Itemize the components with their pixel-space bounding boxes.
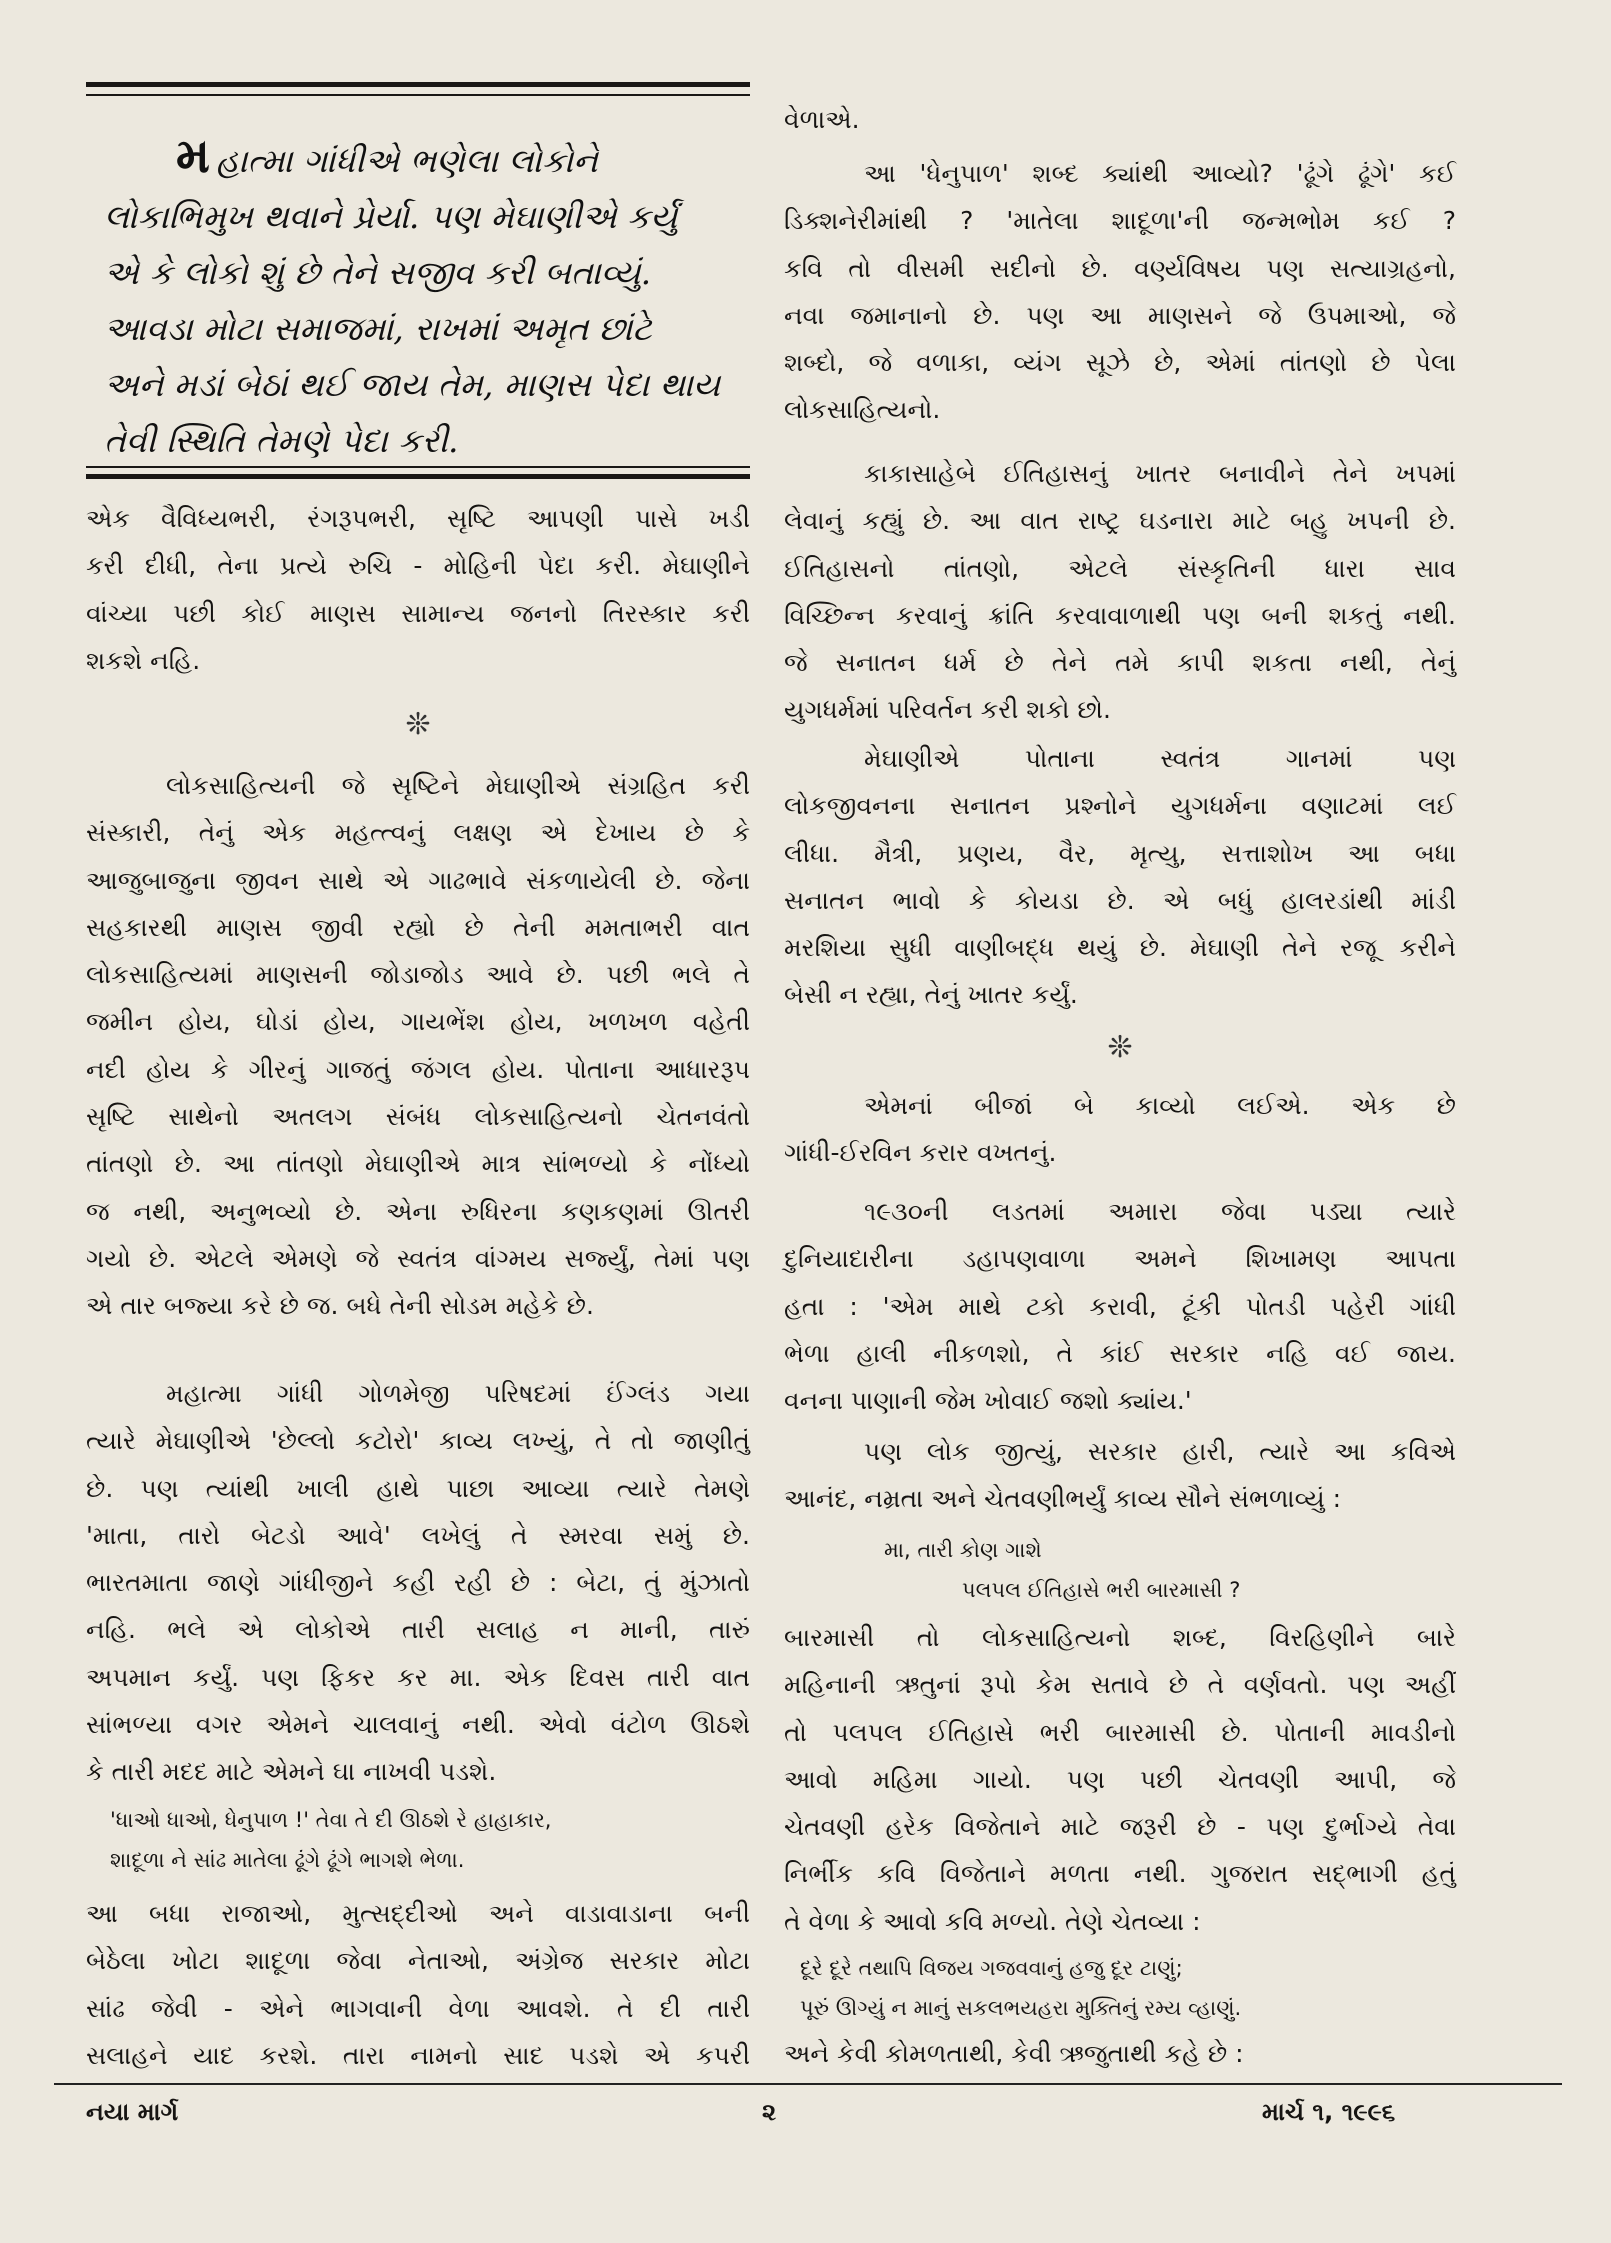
paragraph-r2: કાકાસાહેબે ઈતિહાસનું ખાતર બનાવીને તેને ખપમાં લેવાનું કહ્યું છે. આ વાત રાષ્ટ્ર ઘડનારા માટે બહુ ખપની છે. ઈતિહાસનો તાંતણો, એટલે સંસ્કૃતિની ધારા સાવ વિચ્છિન્ન કરવાનું ક્રાંતિ કરવાવાળાથી પણ બની શકતું નથી. જે સનાતન ધર્મ છે તેને તમે કાપી શકતા નથી, તેનું યુગધર્મમાં પરિવર્તન કરી શકો છો.	[784, 459, 1456, 725]
pull-quote	[86, 128, 750, 469]
verse-quote: 'ધાઓ ધાઓ, ધેનુપાળ !' તેવા તે દી ઊઠશે રે હાહાકાર, શાદૂળા ને સાંઢ માતેલા ઢૂંગે ઢૂંગે ભાગશે ભેળા.	[110, 1808, 552, 1872]
footer-publication: નયા માર્ગ	[86, 2098, 179, 2126]
paragraph-r6: પણ લોક જીત્યું, સરકાર હારી, ત્યારે આ કવિએ આનંદ, નમ્રતા અને ચેતવણીભર્યું કાવ્ય સૌને સંભળાવ્યું :	[784, 1437, 1456, 1514]
section-ornament: ❊	[405, 707, 431, 742]
section-ornament: ❊	[1107, 1030, 1133, 1065]
bottom-rule-thick	[86, 474, 750, 479]
pull-quote-line: આવડા મોટા સમાજમાં, રાખમાં અમૃત છાંટે	[104, 309, 652, 348]
footer-date: માર્ચ ૧, ૧૯૯૬	[1262, 2098, 1396, 2126]
paragraph-r5: ૧૯૩૦ની લડતમાં અમારા જેવા પડ્યા ત્યારે દુનિયાદારીના ડહાપણવાળા અમને શિખામણ આપતા હતા : 'એમ માથે ટકો કરાવી, ટૂંકી પોતડી પહેરી ગાંધી ભેળા હાલી નીકળશો, તે કાંઈ સરકાર નહિ વઈ જાય. વનના પાણાની જેમ ખોવાઈ જશો ક્યાંય.'	[784, 1197, 1456, 1416]
page-number: ૨	[762, 2098, 777, 2126]
paragraph-2: લોકસાહિત્યની જે સૃષ્ટિને મેઘાણીએ સંગ્રહિત કરી સંસ્કારી, તેનું એક મહત્ત્વનું લક્ષણ એ દેખાય છે કે આજુબાજુના જીવન સાથે એ ગાઢભાવે સંકળાયેલી છે. જેના સહકારથી માણસ જીવી રહ્યો છે તેની મમતાભરી વાત લોકસાહિત્યમાં માણસની જોડાજોડ આવે છે. પછી ભલે તે જમીન હોય, ઘોડાં હોય, ગાયભેંશ હોય, ખળખળ વહેતી નદી હોય કે ગીરનું ગાજતું જંગલ હોય. પોતાના આધારરૂપ સૃષ્ટિ સાથેનો અતલગ સંબંધ લોકસાહિત્યનો ચેતનવંતો તાંતણો છે. આ તાંતણો મેઘાણીએ માત્ર સાંભળ્યો કે નોંધ્યો જ નથી, અનુભવ્યો છે. એના રુધિરના કણકણમાં ઊતરી ગયો છે. એટલે એમણે જે સ્વતંત્ર વાંગ્મય સર્જ્યું, તેમાં પણ એ તાર બજ્યા કરે છે જ. બધે તેની સોડમ મહેકે છે.	[86, 771, 750, 1321]
pull-quote-line: એ કે લોકો શું છે તેને સજીવ કરી બતાવ્યું.	[104, 253, 652, 292]
paragraph-4: આ બધા રાજાઓ, મુત્સદ્દીઓ અને વાડાવાડાના બની બેઠેલા ખોટા શાદૂળા જેવા નેતાઓ, અંગ્રેજ સરકાર મોટા સાંઢ જેવી - એને ભાગવાની વેળા આવશે. તે દી તારી સલાહને યાદ કરશે. તારા નામનો સાદ પડશે એ કપરી	[86, 1899, 750, 2070]
paragraph-r1: આ 'ધેનુપાળ' શબ્દ ક્યાંથી આવ્યો? 'ઢૂંગે ઢૂંગે' કઈ ડિક્શનેરીમાંથી ? 'માતેલા શાદૂળા'ની જન્મભોમ કઈ ? કવિ તો વીસમી સદીનો છે. વર્ણ્યવિષય પણ સત્યાગ્રહનો, નવા જમાનાનો છે. પણ આ માણસને જે ઉપમાઓ, જે શબ્દો, જે વળાકા, વ્યંગ સૂઝે છે, એમાં તાંતણો છે પેલા લોકસાહિત્યનો.	[784, 159, 1456, 425]
pull-quote-line: લોકાભિમુખ થવાને પ્રેર્યા. પણ મેઘાણીએ કર્યું	[104, 197, 678, 236]
pull-quote-line: તેવી સ્થિતિ તેમણે પેદા કરી.	[104, 421, 459, 460]
top-rule-thick	[86, 82, 750, 87]
pull-quote-line: અને મડાં બેઠાં થઈ જાય તેમ, માણસ પેદા થાય	[104, 365, 721, 404]
paragraph-r4: એમનાં બીજાં બે કાવ્યો લઈએ. એક છે ગાંધી-ઈરવિન કરાર વખતનું.	[784, 1091, 1456, 1168]
verse-quote: મા, તારી કોણ ગાશે પલપલ ઈતિહાસે ભરી બારમાસી ?	[884, 1538, 1241, 1602]
paragraph-continued: વેળાએ.	[784, 105, 860, 134]
verse-quote: દૂરે દૂરે તથાપિ વિજય ગજવવાનું હજુ દૂર ટાણું; પૂરું ઊગ્યું ન માનું સકલભયહરા મુક્તિનું રમ્ય વ્હાણું.	[800, 1956, 1242, 2020]
top-rule-thin	[86, 94, 750, 96]
paragraph-r7: બારમાસી તો લોકસાહિત્યનો શબ્દ, વિરહિણીને બારે મહિનાની ઋતુનાં રૂપો કેમ સતાવે છે તે વર્ણવતો. પણ અહીં તો પલપલ ઈતિહાસે ભરી બારમાસી છે. પોતાની માવડીનો આવો મહિમા ગાયો. પણ પછી ચેતવણી આપી, જે ચેતવણી હરેક વિજેતાને માટે જરૂરી છે - પણ દુર્ભાગ્યે તેવા નિર્ભીક કવિ વિજેતાને મળતા નથી. ગુજરાત સદ્ભાગી હતું તે વેળા કે આવો કવિ મળ્યો. તેણે ચેતવ્યા :	[784, 1623, 1456, 1936]
paragraph-r3: મેઘાણીએ પોતાના સ્વતંત્ર ગાનમાં પણ લોકજીવનના સનાતન પ્રશ્નોને યુગધર્મના વણાટમાં લઈ લીધા. મૈત્રી, પ્રણય, વૈર, મૃત્યુ, સત્તાશોખ આ બધા સનાતન ભાવો કે કોયડા છે. એ બધું હાલરડાંથી માંડી મરશિયા સુધી વાણીબદ્ધ થયું છે. મેઘાણી તેને રજૂ કરીને બેસી ન રહ્યા, તેનું ખાતર કર્યું.	[784, 744, 1456, 1010]
footer-rule	[54, 2083, 1562, 2085]
paragraph-1: એક વૈવિધ્યભરી, રંગરૂપભરી, સૃષ્ટિ આપણી પાસે ખડી કરી દીધી, તેના પ્રત્યે રુચિ - મોહિની પેદા કરી. મેઘાણીને વાંચ્યા પછી કોઈ માણસ સામાન્ય જનનો તિરસ્કાર કરી શકશે નહિ.	[86, 504, 750, 675]
pull-quote-line: મ હાત્મા ગાંધીએ ભણેલા લોકોને	[176, 128, 598, 184]
paragraph-r8: અને કેવી કોમળતાથી, કેવી ઋજુતાથી કહે છે :	[784, 2039, 1244, 2068]
drop-cap: મ	[176, 128, 210, 184]
paragraph-3: મહાત્મા ગાંધી ગોળમેજી પરિષદમાં ઈંગ્લંડ ગયા ત્યારે મેઘાણીએ 'છેલ્લો કટોરો' કાવ્ય લખ્યું, તે તો જાણીતું છે. પણ ત્યાંથી ખાલી હાથે પાછા આવ્યા ત્યારે તેમણે 'માતા, તારો બેટડો આવે' લખેલું તે સ્મરવા સમું છે. ભારતમાતા જાણે ગાંધીજીને કહી રહી છે : બેટા, તું મુંઝાતો નહિ. ભલે એ લોકોએ તારી સલાહ ન માની, તારું અપમાન કર્યું. પણ ફિકર કર મા. એક દિવસ તારી વાત સાંભળ્યા વગર એમને ચાલવાનું નથી. એવો વંટોળ ઊઠશે કે તારી મદદ માટે એમને ઘા નાખવી પડશે.	[86, 1379, 750, 1787]
bottom-rule-thin	[86, 466, 750, 468]
